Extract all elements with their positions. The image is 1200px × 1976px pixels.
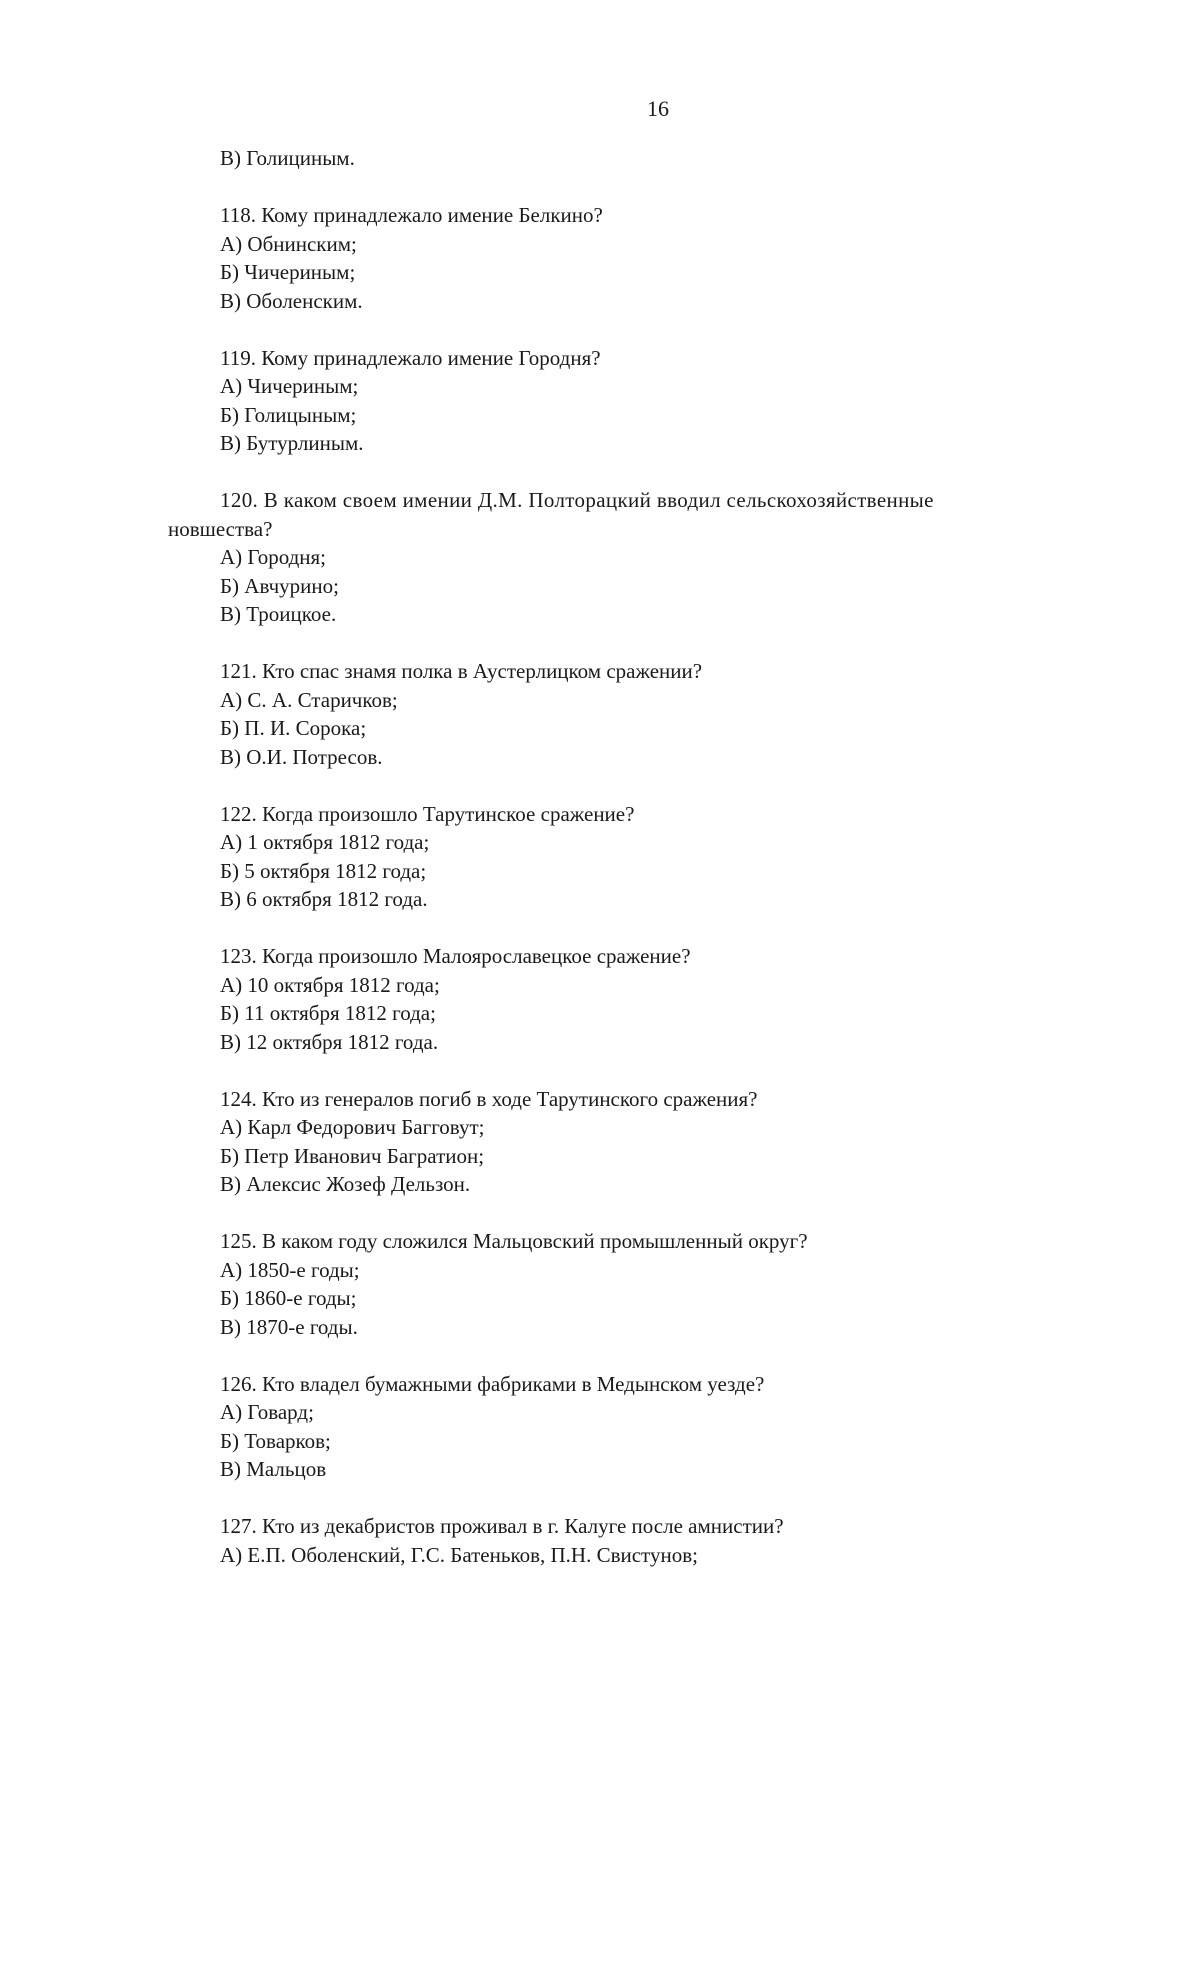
question-121: 121. Кто спас знамя полка в Аустерлицком сражении? (220, 659, 703, 683)
answer-option: В) Оболенским. (220, 288, 363, 313)
answer-option: Б) Чичериным; (220, 260, 356, 284)
answer-option: Б) Петр Иванович Багратион; (220, 1143, 485, 1168)
answer-option: Б) Авчурино; (220, 573, 339, 598)
answer-option: Б) 1860-е годы; (220, 1286, 357, 1310)
answer-option: В) Голициным. (220, 146, 355, 170)
answer-option: А) 10 октября 1812 года; (220, 972, 440, 997)
answer-option: Б) Голицыным; (220, 402, 357, 427)
answer-option: А) Говард; (220, 1400, 314, 1424)
answer-option: В) Алексис Жозеф Дельзон. (220, 1172, 471, 1196)
answer-option: Б) Товарков; (220, 1428, 331, 1453)
answer-option: А) Городня; (220, 545, 327, 569)
question-124: 124. Кто из генералов погиб в ходе Тарутинского сражения? (220, 1086, 758, 1111)
answer-option: В) Мальцов (220, 1457, 327, 1481)
question-119: 119. Кому принадлежало имение Городня? (220, 345, 601, 370)
answer-option: В) Троицкое. (220, 602, 337, 626)
answer-option: Б) 11 октября 1812 года; (220, 1001, 436, 1025)
answer-option: А) Чичериным; (220, 374, 359, 398)
page-number: 16 (647, 96, 669, 121)
answer-option: Б) П. И. Сорока; (220, 716, 367, 740)
answer-option: В) Бутурлиным. (220, 431, 364, 455)
answer-option: А) 1850-е годы; (220, 1257, 360, 1282)
question-125: 125. В каком году сложился Мальцовский промышленный округ? (220, 1229, 808, 1253)
answer-option: А) Е.П. Оболенский, Г.С. Батеньков, П.Н. Свистунов; (220, 1542, 698, 1567)
question-118: 118. Кому принадлежало имение Белкино? (220, 203, 603, 227)
question-123: 123. Когда произошло Малоярославецкое сражение? (220, 944, 691, 968)
question-122: 122. Когда произошло Тарутинское сражение? (220, 801, 635, 826)
answer-option: А) С. А. Старичков; (220, 687, 398, 712)
question-list (168, 144, 1120, 1569)
question-120-continuation: новшества? (168, 516, 273, 541)
answer-option: В) 12 октября 1812 года. (220, 1029, 439, 1054)
answer-option: Б) 5 октября 1812 года; (220, 858, 427, 883)
answer-option: А) 1 октября 1812 года; (220, 830, 430, 854)
answer-option: А) Карл Федорович Багговут; (220, 1115, 485, 1139)
question-127: 127. Кто из декабристов проживал в г. Калуге после амнистии? (220, 1514, 784, 1538)
question-120: 120. В каком своем имении Д.М. Полторацкий вводил сельскохозяйственные (220, 488, 934, 512)
answer-option: А) Обнинским; (220, 231, 357, 256)
answer-option: В) 1870-е годы. (220, 1314, 358, 1339)
answer-option: В) 6 октября 1812 года. (220, 887, 428, 911)
question-126: 126. Кто владел бумажными фабриками в Медынском уезде? (220, 1371, 765, 1396)
answer-option: В) О.И. Потресов. (220, 744, 383, 769)
